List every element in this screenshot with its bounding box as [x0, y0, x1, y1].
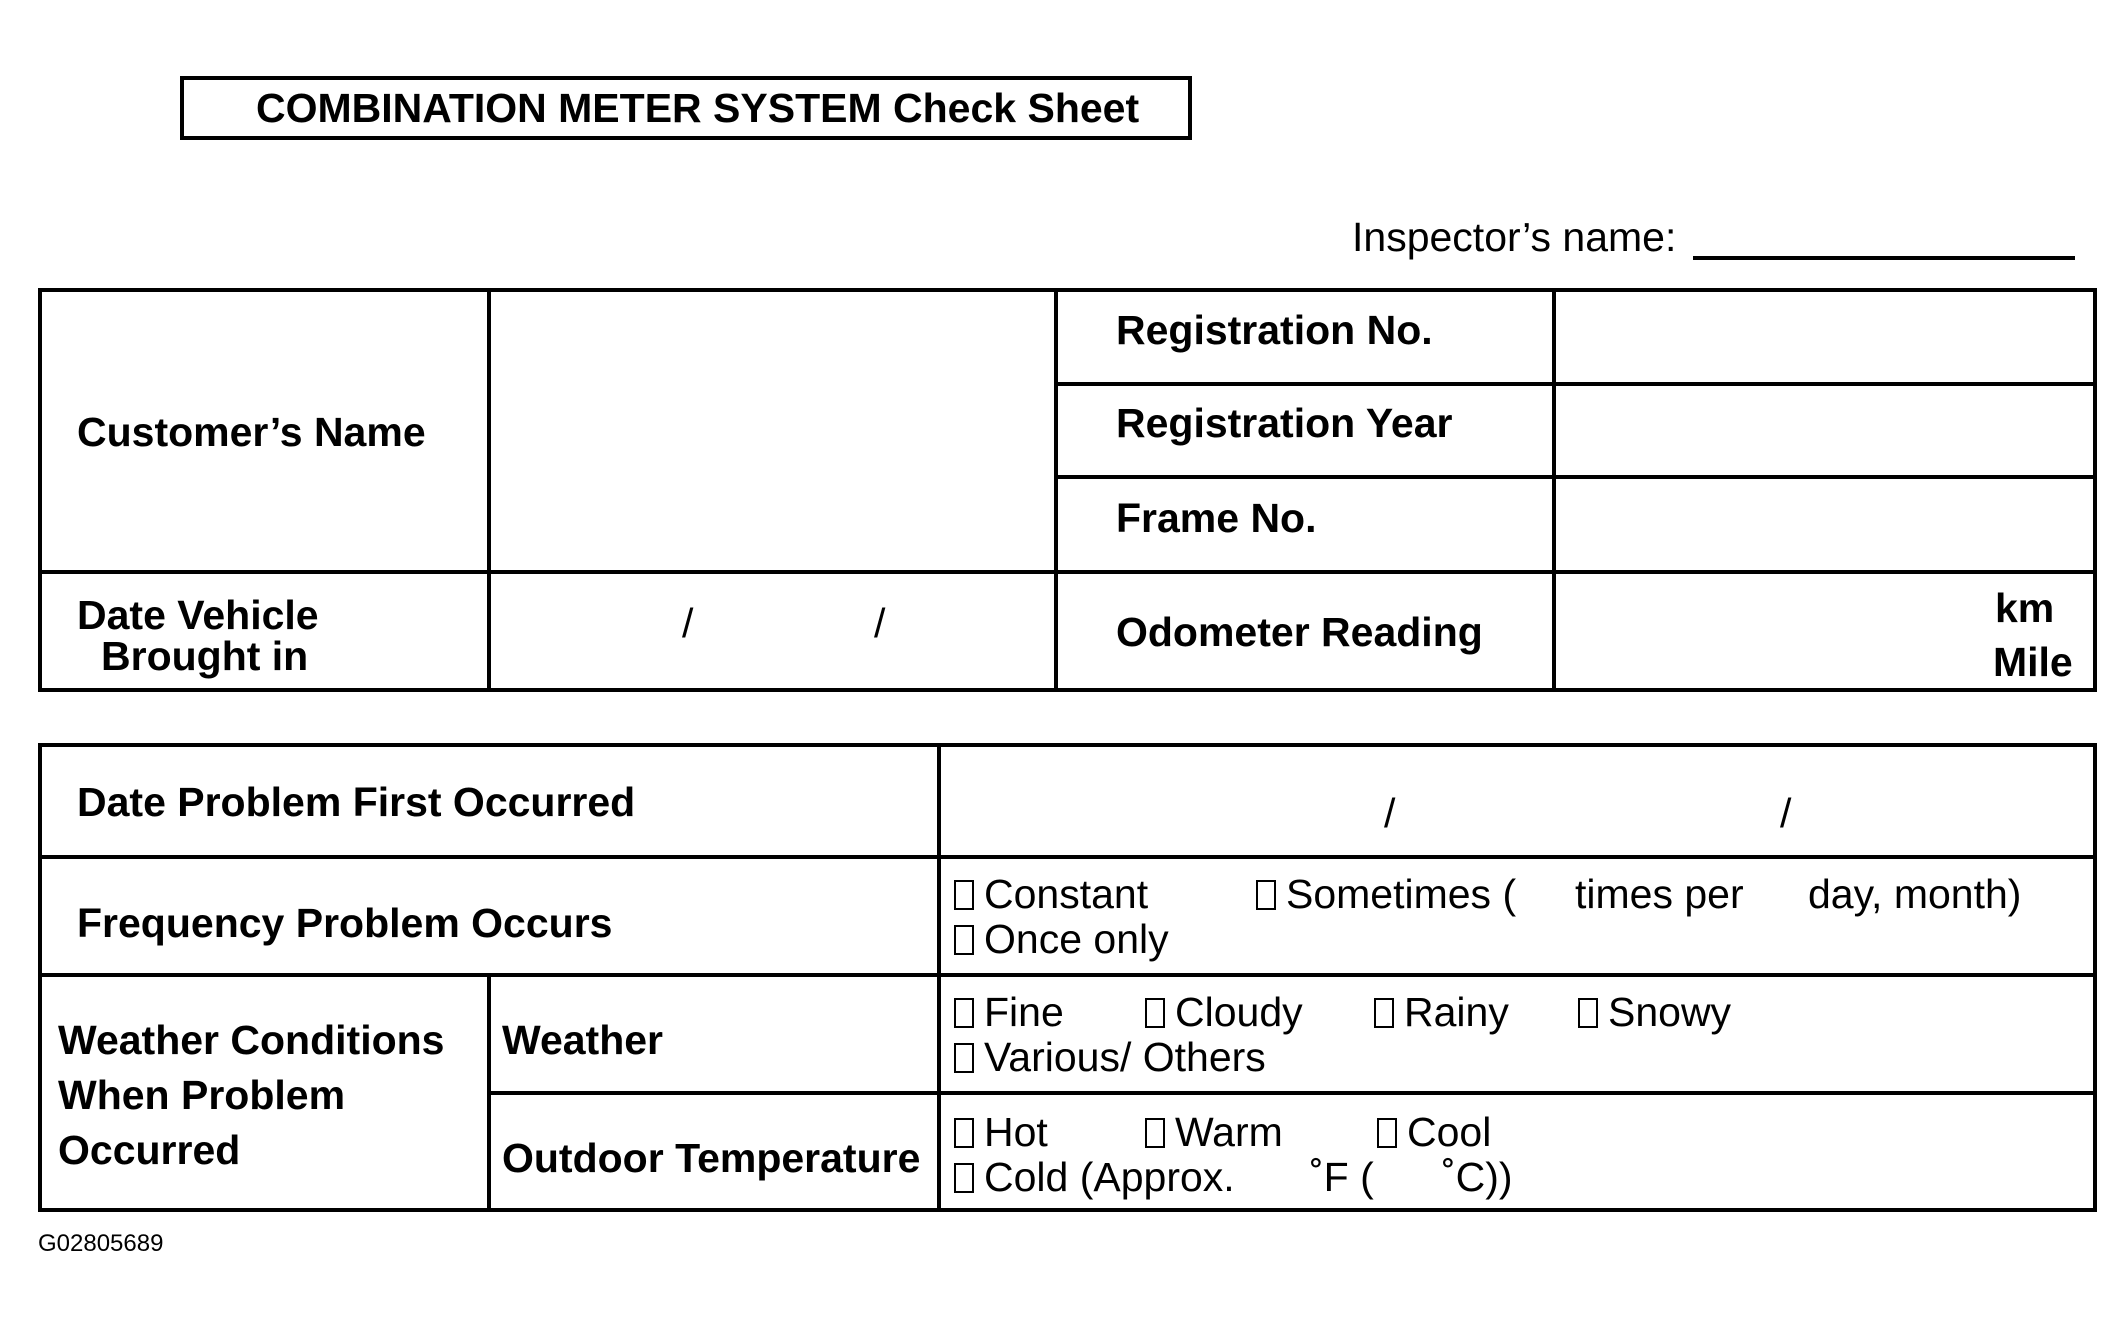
temp-warm-text: Warm: [1175, 1109, 1283, 1155]
date-first-slash-2: /: [1780, 790, 1792, 836]
weather-snowy-option[interactable]: [1578, 990, 1731, 1035]
checkbox-icon[interactable]: [954, 925, 974, 955]
freq-once-text: Once only: [984, 916, 1169, 962]
weather-cloudy-option[interactable]: [1145, 990, 1303, 1035]
weather-rainy-text: Rainy: [1404, 989, 1509, 1035]
temp-cool-option[interactable]: [1377, 1110, 1491, 1155]
checkbox-icon[interactable]: [954, 998, 974, 1028]
date-first-slash-1: /: [1384, 790, 1396, 836]
date-brought-label-line2: Brought in: [101, 633, 309, 679]
check-sheet-title: COMBINATION METER SYSTEM Check Sheet: [180, 76, 1192, 140]
customer-name-label: Customer’s Name: [77, 409, 426, 455]
weather-label: Weather: [502, 1017, 664, 1063]
checkbox-icon[interactable]: [954, 880, 974, 910]
weather-cloudy-text: Cloudy: [1175, 989, 1303, 1035]
freq-constant-option[interactable]: [954, 872, 1148, 917]
temp-cold-option[interactable]: [954, 1155, 1235, 1200]
checkbox-icon[interactable]: [1145, 998, 1165, 1028]
freq-sometimes-text: Sometimes (: [1286, 871, 1517, 917]
checkbox-icon[interactable]: [954, 1163, 974, 1193]
checkbox-icon[interactable]: [1145, 1118, 1165, 1148]
registration-no-label: Registration No.: [1116, 307, 1433, 353]
temp-hot-option[interactable]: [954, 1110, 1048, 1155]
temp-hot-text: Hot: [984, 1109, 1048, 1155]
freq-day-month-text: day, month): [1808, 871, 2022, 917]
unit-km: km: [1995, 585, 2055, 631]
freq-times-per-text: times per: [1575, 871, 1744, 917]
weather-conditions-label-line1: Weather Conditions: [58, 1017, 445, 1063]
checkbox-icon[interactable]: [954, 1118, 974, 1148]
date-brought-slash-1: /: [682, 600, 694, 646]
weather-fine-option[interactable]: [954, 990, 1064, 1035]
date-brought-label-line1: Date Vehicle: [77, 592, 319, 638]
unit-mile: Mile: [1993, 639, 2073, 685]
odometer-label: Odometer Reading: [1116, 609, 1483, 655]
registration-no-field[interactable]: [1558, 294, 2093, 382]
freq-once-option[interactable]: [954, 917, 1169, 962]
weather-rainy-option[interactable]: [1374, 990, 1509, 1035]
temp-cool-text: Cool: [1407, 1109, 1492, 1155]
weather-conditions-label-line3: Occurred: [58, 1127, 241, 1173]
freq-constant-text: Constant: [984, 871, 1149, 917]
inspector-name-label: Inspector’s name:: [1352, 214, 1677, 260]
figure-id: G02805689: [38, 1230, 164, 1257]
frequency-label: Frequency Problem Occurs: [77, 900, 613, 946]
checkbox-icon[interactable]: [1374, 998, 1394, 1028]
frame-no-field[interactable]: [1558, 481, 2093, 570]
checkbox-icon[interactable]: [1377, 1118, 1397, 1148]
registration-year-label: Registration Year: [1116, 400, 1453, 446]
temp-warm-option[interactable]: [1145, 1110, 1283, 1155]
registration-year-field[interactable]: [1558, 388, 2093, 475]
weather-various-text: Various/ Others: [984, 1034, 1266, 1080]
checkbox-icon[interactable]: [1256, 880, 1276, 910]
outdoor-temperature-label: Outdoor Temperature: [502, 1135, 921, 1181]
date-first-occurred-label: Date Problem First Occurred: [77, 779, 636, 825]
checkbox-icon[interactable]: [954, 1043, 974, 1073]
weather-snowy-text: Snowy: [1608, 989, 1732, 1035]
temp-deg-c-text: ˚C)): [1442, 1154, 1513, 1200]
temp-deg-f-text: ˚F (: [1310, 1154, 1374, 1200]
frame-no-label: Frame No.: [1116, 495, 1317, 541]
temp-cold-text: Cold (Approx.: [984, 1154, 1235, 1200]
date-brought-slash-2: /: [874, 600, 886, 646]
checkbox-icon[interactable]: [1578, 998, 1598, 1028]
customer-name-field[interactable]: [493, 294, 1054, 570]
weather-fine-text: Fine: [984, 989, 1064, 1035]
freq-sometimes-option[interactable]: [1256, 872, 1516, 917]
weather-various-option[interactable]: [954, 1035, 1266, 1080]
weather-conditions-label-line2: When Problem: [58, 1072, 346, 1118]
